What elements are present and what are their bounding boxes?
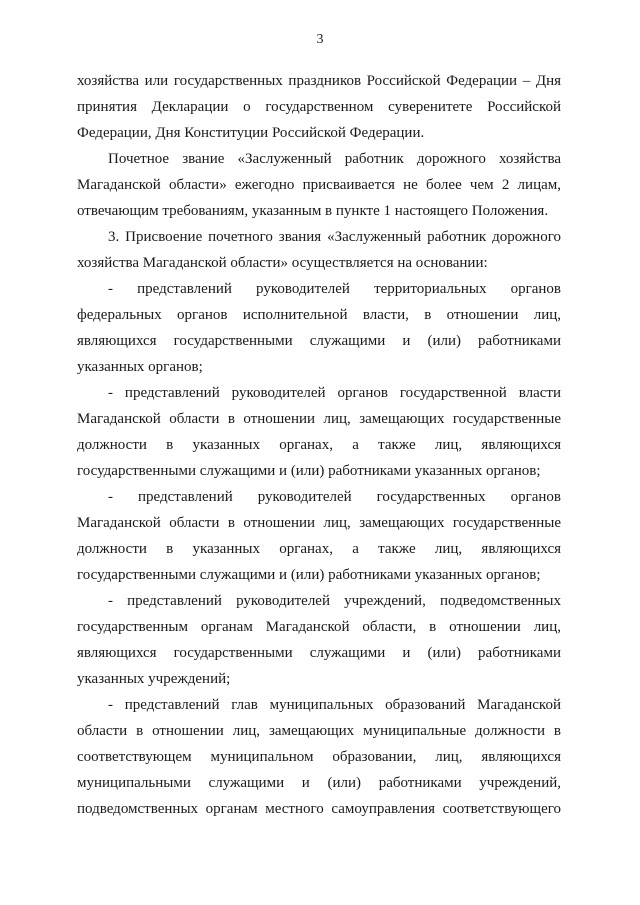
text-line: принятия Декларации о государственном суверенитете Российской [77,99,561,115]
text-line: Магаданской области» ежегодно присваивается не более чем 2 лицам, [77,177,561,193]
text-line: указанных учреждений; [77,671,231,687]
paragraph [77,146,561,224]
text-line: 3. Присвоение почетного звания «Заслуженный работник дорожного [108,229,561,245]
text-line: государственными служащими и (или) работниками указанных органов; [77,567,541,583]
text-line: должности в указанных органах, а также лиц, являющихся [77,541,561,557]
text-line: области в отношении лиц, замещающих муниципальные должности в [77,723,561,739]
list-item [77,380,561,484]
list-item [77,276,561,380]
text-line: - представлений глав муниципальных образований Магаданской [108,697,561,713]
text-line: соответствующем муниципальном образовании, лиц, являющихся [77,749,561,765]
text-line: государственным органам Магаданской области, в отношении лиц, [77,619,561,635]
text-line: отвечающим требованиям, указанным в пункте 1 настоящего Положения. [77,203,549,219]
text-line: должности в указанных органах, а также лиц, являющихся [77,437,561,453]
text-line: - представлений руководителей органов государственной власти [108,385,561,401]
page-number: 3 [316,32,324,47]
text-line: муниципальными служащими и (или) работниками учреждений, [77,775,561,791]
paragraph [77,68,561,146]
document-body [77,68,561,822]
text-line: государственными служащими и (или) работниками указанных органов; [77,463,541,479]
list-item [77,588,561,692]
paragraph [77,224,561,276]
text-line: Федерации, Дня Конституции Российской Федерации. [77,125,425,141]
text-line: указанных органов; [77,359,203,375]
list-item [77,484,561,588]
text-line: хозяйства Магаданской области» осуществляется на основании: [77,255,488,271]
text-line: федеральных органов исполнительной власти, в отношении лиц, [77,307,561,323]
text-line: Магаданской области в отношении лиц, замещающих государственные [77,515,561,531]
list-item [77,692,561,822]
text-line: - представлений руководителей территориальных органов [108,281,561,297]
text-line: хозяйства или государственных праздников Российской Федерации – Дня [77,73,561,89]
text-line: являющихся государственными служащими и (или) работниками [77,645,561,661]
text-line: - представлений руководителей государственных органов [108,489,561,505]
text-line: Магаданской области в отношении лиц, замещающих государственные [77,411,561,427]
text-line: Почетное звание «Заслуженный работник дорожного хозяйства [108,151,561,167]
text-line: - представлений руководителей учреждений, подведомственных [108,593,561,609]
text-line: подведомственных органам местного самоуправления соответствующего [77,801,561,817]
text-line: являющихся государственными служащими и (или) работниками [77,333,561,349]
